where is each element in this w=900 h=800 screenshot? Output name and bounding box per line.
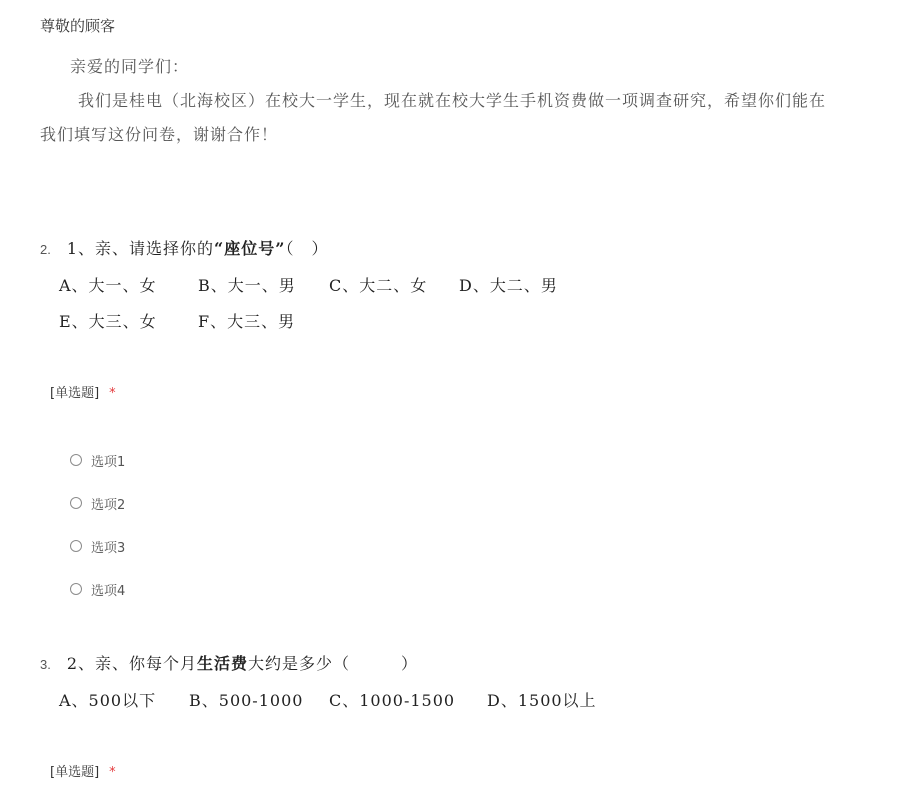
radio-button[interactable]: [70, 540, 82, 552]
intro-salutation: 亲爱的同学们：: [70, 57, 190, 76]
radio-label: 选项1: [91, 454, 126, 470]
option-text: A、500以下: [59, 691, 157, 710]
question-number: 3.: [40, 657, 51, 672]
required-mark: *: [109, 386, 116, 401]
question-blank: 大约是多少（ ）: [248, 654, 419, 673]
question-blank: （ ）: [285, 239, 329, 258]
question-3: [40, 651, 890, 791]
question-emphasis: 生活费: [197, 654, 249, 673]
question-number: 2.: [40, 242, 51, 257]
radio-option-4[interactable]: [70, 579, 125, 599]
question-title: [40, 651, 418, 674]
option-text: A、大一、女: [59, 276, 157, 295]
required-mark: *: [109, 765, 116, 780]
option-text: D、大二、男: [459, 276, 558, 295]
radio-option-3[interactable]: [70, 536, 125, 556]
question-2: [40, 236, 890, 616]
radio-option-2[interactable]: [70, 493, 125, 513]
option-text: E、大三、女: [59, 312, 157, 331]
option-text-row: [59, 309, 295, 332]
intro-body-line2: 我们填写这份问卷，谢谢合作！: [40, 125, 279, 144]
option-text: C、大二、女: [329, 276, 428, 295]
option-text: D、1500以上: [487, 691, 597, 710]
radio-button[interactable]: [70, 497, 82, 509]
question-type-label: [单选题]: [50, 386, 100, 401]
option-text-row: [59, 688, 597, 711]
radio-button[interactable]: [70, 454, 82, 466]
radio-button[interactable]: [70, 583, 82, 595]
option-text-row: [59, 273, 558, 296]
question-type: [50, 761, 116, 780]
question-text: 2、亲、你每个月: [66, 654, 198, 673]
option-text: C、1000-1500: [329, 691, 456, 710]
question-type: [50, 382, 116, 401]
question-type-label: [单选题]: [50, 765, 100, 780]
question-emphasis: “座位号”: [214, 239, 286, 258]
radio-label: 选项2: [91, 497, 126, 513]
greeting-text: 尊敬的顾客: [40, 17, 116, 35]
option-text: B、500-1000: [189, 691, 304, 710]
radio-label: 选项4: [91, 583, 126, 599]
radio-option-1[interactable]: [70, 450, 125, 470]
question-title: [40, 236, 328, 259]
option-text: B、大一、男: [198, 276, 296, 295]
question-text: 1、亲、请选择你的: [66, 239, 215, 258]
option-text: F、大三、男: [198, 312, 296, 331]
intro-body-line1: 我们是桂电（北海校区）在校大一学生，现在就在校大学生手机资费做一项调查研究，希望你们能在: [78, 91, 827, 110]
radio-label: 选项3: [91, 540, 126, 556]
